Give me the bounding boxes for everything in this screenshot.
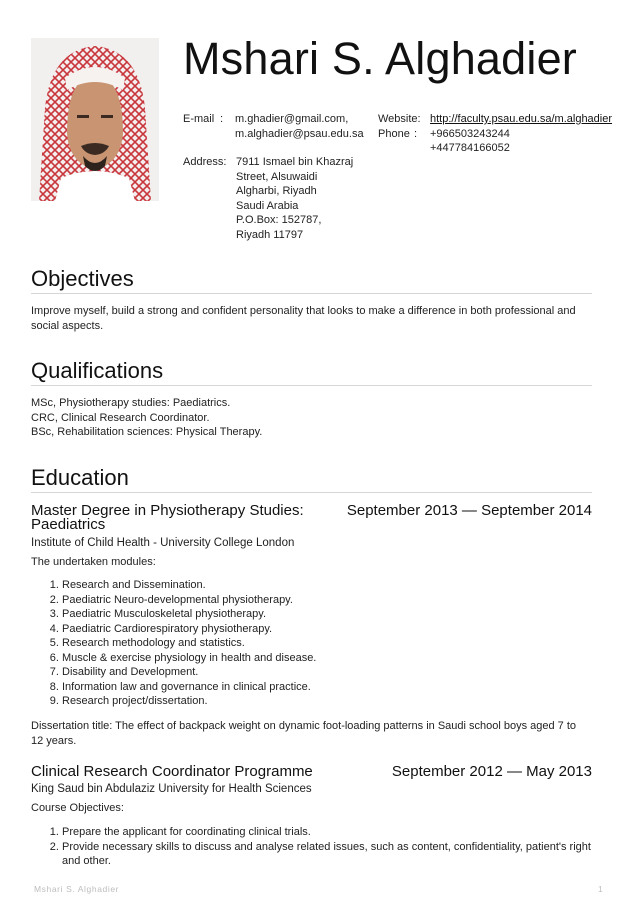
qualification-item: BSc, Rehabilitation sciences: Physical Therapy. (31, 426, 263, 439)
list-item: 8. Information law and governance in clinical practice. (62, 680, 602, 695)
list-item: 3. Paediatric Musculoskeletal physiotherapy. (62, 607, 602, 622)
list-item: 2. Paediatric Neuro-developmental physiotherapy. (62, 593, 602, 608)
list-item: 2. Provide necessary skills to discuss and analyse related issues, such as content, confidentiality, patient's right and other. (62, 840, 592, 869)
email-values (235, 112, 364, 141)
page-number: 1 (598, 884, 603, 894)
address-line: P.O.Box: 152787, (236, 214, 322, 227)
candidate-name: Mshari S. Alghadier (183, 33, 577, 84)
email-separator: : (220, 113, 224, 125)
address-line: Riyadh 11797 (236, 228, 304, 241)
phone-secondary[interactable]: +447784166052 (430, 142, 510, 155)
website-link[interactable]: http://faculty.psau.edu.sa/m.alghadier (430, 113, 613, 125)
programme-title: Clinical Research Coordinator Programme (31, 763, 313, 780)
degree-title-line1: Master Degree in Physiotherapy Studies: (31, 502, 304, 519)
dissertation-title-line1: Dissertation title: The effect of backpack weight on dynamic foot-loading patterns in Saudi school boys aged 7 to (31, 720, 577, 732)
list-item: 7. Disability and Development. (62, 665, 602, 680)
qualifications-list (31, 396, 262, 440)
list-item: 1. Research and Dissemination. (62, 578, 602, 593)
dissertation-title-line2: 12 years. (31, 735, 77, 747)
modules-list (31, 578, 602, 709)
list-item: 5. Research methodology and statistics. (62, 636, 602, 651)
degree-institution: Institute of Child Health - University College London (31, 537, 295, 549)
list-item: 6. Muscle & exercise physiology in health and disease. (62, 651, 602, 666)
address-label: Address: (183, 156, 227, 168)
qualification-item: CRC, Clinical Research Coordinator. (31, 411, 210, 424)
programme-institution: King Saud bin Abdulaziz University for Health Sciences (31, 783, 312, 795)
email-label: E-mail (183, 113, 215, 125)
phone-label: Phone (378, 127, 410, 140)
education-heading: Education (31, 465, 592, 493)
address-block (236, 155, 353, 243)
address-line: Algharbi, Riyadh (236, 185, 317, 198)
email-secondary[interactable]: m.alghadier@psau.edu.sa (235, 127, 364, 140)
address-line: 7911 Ismael bin Khazraj (236, 156, 354, 168)
list-item: 9. Research project/dissertation. (62, 694, 602, 709)
footer-name: Mshari S. Alghadier (34, 884, 120, 894)
list-item: 4. Paediatric Cardiorespiratory physiotherapy. (62, 622, 602, 637)
phone-primary[interactable]: +966503243244 (430, 127, 510, 140)
objectives-text: Improve myself, build a strong and confident personality that looks to make a difference in both professional and social aspects. (31, 305, 576, 332)
website-value (430, 112, 612, 127)
website-label: Website: (378, 113, 421, 125)
qualification-item: MSc, Physiotherapy studies: Paediatrics. (31, 397, 231, 409)
degree-dates: September 2013 — September 2014 (346, 502, 592, 519)
degree-title-line2: Paediatrics (31, 516, 106, 533)
qualifications-heading: Qualifications (31, 358, 592, 386)
programme-dates: September 2012 — May 2013 (391, 763, 592, 780)
profile-photo (31, 38, 159, 201)
email-primary[interactable]: m.ghadier@gmail.com, (235, 113, 349, 125)
address-line: Saudi Arabia (236, 199, 299, 212)
phone-values (430, 127, 510, 156)
list-item: 1. Prepare the applicant for coordinating clinical trials. (62, 825, 592, 840)
objectives-heading: Objectives (31, 266, 592, 294)
phone-separator: : (414, 127, 418, 140)
programme-intro: Course Objectives: (31, 802, 124, 814)
profile-photo-image (31, 38, 159, 201)
course-objectives-list (31, 825, 592, 869)
modules-intro: The undertaken modules: (31, 556, 156, 568)
address-line: Street, Alsuwaidi (236, 170, 318, 183)
